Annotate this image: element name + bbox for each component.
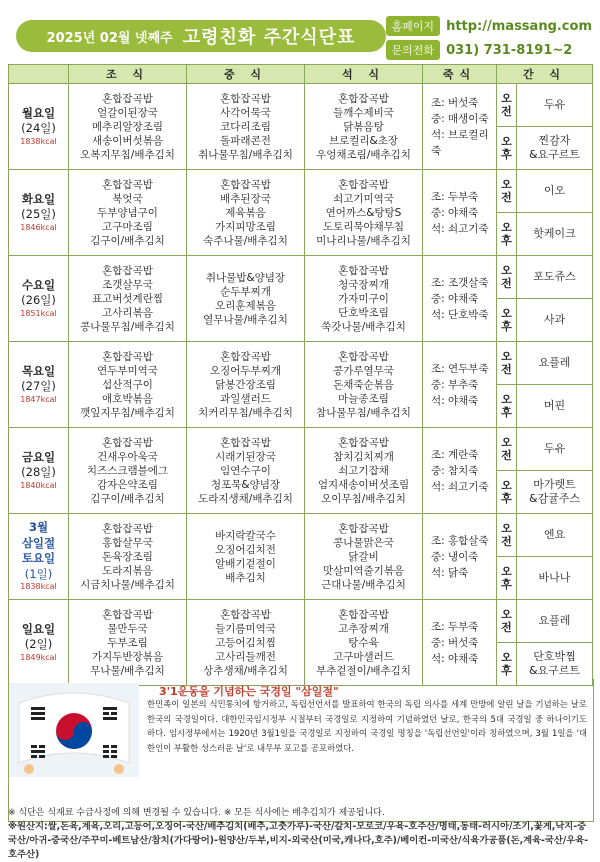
lunch-item: 오징어김치전 [215, 543, 276, 556]
day-kcal: 1840kcal [20, 480, 57, 490]
day-cell [9, 600, 69, 686]
porridge-item: 중: 버섯죽 [431, 636, 479, 649]
dinner-item: 청국장찌개 [338, 278, 389, 291]
snack-am: 두유 [517, 428, 593, 471]
porridge-item: 조: 조갯살죽 [431, 276, 489, 289]
day-name: 3월 삼일절 토요일 [21, 520, 56, 566]
breakfast-item: 건새우아욱국 [97, 450, 158, 463]
porridge-item: 조: 버섯죽 [431, 96, 479, 109]
dinner-item: 콩가루열무국 [333, 364, 394, 377]
lunch-item: 상추생채/배추김치 [203, 664, 288, 677]
dinner-item: 닭볶음탕 [343, 120, 384, 133]
breakfast-item: 치즈스크램블에그 [86, 464, 169, 477]
breakfast-cell [69, 170, 187, 256]
day-row [9, 84, 593, 127]
lunch-cell [187, 600, 305, 686]
day-name: 월요일 [21, 105, 56, 120]
breakfast-item: 얼갈이된장국 [97, 106, 158, 119]
dinner-cell [305, 256, 423, 342]
samiljeol-body: 한민족이 일본의 식민통치에 항거하고, 독립선언서를 발표하여 한국의 독립 의사를 세계 만방에 알린 날을 기념하는 날로 한국의 국경일이다. 대한민국임시정부 시절부터 국경일로 지정하여 기념하였던 날로, 한국의 5대 국경일 중 하나이기도 하다. 임시정부에서는 1920년 3월1일을 국경일로 지정하여 국경일 명칭을 '독립선언일'이라 칭하였으며, 3월 1일을 '대한인이 부활한 성스러운 날'로 내무부 포고를 공포하였다. [147, 699, 587, 753]
day-name: 금요일 [21, 449, 56, 464]
dinner-item: 혼합잡곡밥 [338, 608, 389, 621]
snack-am: 두유 [517, 84, 593, 127]
dinner-item: 참치김치찌개 [333, 450, 394, 463]
phone-tag: 문의전화 [386, 40, 441, 60]
porridge-item: 석: 단호박죽 [431, 308, 489, 321]
dinner-cell [305, 600, 423, 686]
dinner-item: 맛살미역줄기볶음 [322, 564, 405, 577]
porridge-cell [423, 84, 497, 170]
snack-pm: 핫케이크 [517, 213, 593, 256]
lunch-item: 배추된장국 [220, 192, 271, 205]
breakfast-item: 고구마조림 [102, 220, 153, 233]
breakfast-item: 혼합잡곡밥 [102, 436, 153, 449]
snack-am-label: 오 전 [497, 342, 517, 385]
breakfast-item: 감자은약조림 [97, 478, 158, 491]
porridge-cell [423, 342, 497, 428]
snack-pm-label: 오 후 [497, 557, 517, 600]
snack-am: 포도쥬스 [517, 256, 593, 299]
porridge-item: 중: 야채죽 [431, 206, 479, 219]
col-porridge: 죽식 [423, 65, 497, 84]
day-kcal: 1838kcal [20, 582, 57, 592]
lunch-item: 고사리들깨전 [215, 650, 276, 663]
day-kcal: 1851kcal [20, 308, 57, 318]
dinner-item: 혼합잡곡밥 [338, 178, 389, 191]
day-row [9, 514, 593, 557]
col-dinner: 석 식 [305, 65, 423, 84]
porridge-item: 조: 홍합살죽 [431, 534, 489, 547]
porridge-item: 중: 참치죽 [431, 464, 479, 477]
breakfast-item: 혼합잡곡밥 [102, 350, 153, 363]
lunch-item: 도라지생채/배추김치 [198, 492, 293, 505]
lunch-cell [187, 342, 305, 428]
day-kcal: 1849kcal [20, 652, 57, 662]
lunch-item: 임연수구이 [220, 464, 271, 477]
breakfast-item: 혼합잡곡밥 [102, 608, 153, 621]
dinner-item: 혼합잡곡밥 [338, 350, 389, 363]
breakfast-item: 혼합잡곡밥 [102, 92, 153, 105]
breakfast-item: 홍합살무국 [102, 536, 153, 549]
dinner-item: 근대나물/배추김치 [321, 578, 406, 591]
porridge-cell [423, 256, 497, 342]
dinner-item: 참나물무침/배추김치 [316, 406, 411, 419]
breakfast-cell [69, 428, 187, 514]
lunch-item: 취나물밥&양념장 [205, 271, 286, 284]
snack-am-label: 오 전 [497, 84, 517, 127]
lunch-item: 순두부찌개 [220, 285, 271, 298]
porridge-item: 석: 쇠고기죽 [431, 222, 489, 235]
day-number: (26일) [21, 293, 56, 308]
porridge-item: 석: 야채죽 [431, 394, 479, 407]
porridge-item: 중: 야채죽 [431, 292, 479, 305]
lunch-item: 돌파래콘전 [220, 134, 271, 147]
porridge-cell [423, 170, 497, 256]
breakfast-item: 혼합잡곡밥 [102, 522, 153, 535]
day-row [9, 170, 593, 213]
dinner-item: 도토리묵야채무침 [322, 220, 405, 233]
lunch-item: 배추김치 [225, 571, 266, 584]
day-kcal: 1846kcal [20, 222, 57, 232]
snack-pm: 머핀 [517, 385, 593, 428]
snack-am: 요플레 [517, 342, 593, 385]
lunch-item: 사각어묵국 [220, 106, 271, 119]
day-kcal: 1847kcal [20, 394, 57, 404]
snack-am-label: 오 전 [497, 600, 517, 643]
day-cell [9, 256, 69, 342]
lunch-cell [187, 84, 305, 170]
dinner-item: 콩나물맑은국 [333, 536, 394, 549]
dinner-item: 쇠고기잡채 [338, 464, 389, 477]
snack-pm: 마가렛트 &감귤주스 [517, 471, 593, 514]
snack-pm-label: 오 후 [497, 471, 517, 514]
lunch-cell [187, 514, 305, 600]
dinner-item: 들깨수제비국 [333, 106, 394, 119]
lunch-cell [187, 256, 305, 342]
dinner-item: 닭갈비 [348, 550, 379, 563]
lunch-item: 열무나물/배추김치 [203, 313, 288, 326]
breakfast-item: 고사리볶음 [102, 306, 153, 319]
dinner-cell [305, 84, 423, 170]
porridge-item: 석: 닭죽 [431, 566, 469, 579]
porridge-cell [423, 514, 497, 600]
page-title: 고령친화 주간식단표 [182, 27, 356, 48]
dinner-item: 엄지새송이버섯조림 [317, 478, 410, 491]
day-number: (25일) [21, 207, 56, 222]
dinner-item: 연어까스&탕탕S [325, 206, 402, 219]
porridge-cell [423, 428, 497, 514]
dinner-item: 단호박조림 [338, 306, 389, 319]
lunch-item: 바지락칼국수 [215, 529, 276, 542]
porridge-cell [423, 600, 497, 686]
lunch-item: 닭봉간장조림 [215, 378, 276, 391]
day-cell [9, 428, 69, 514]
dinner-item: 혼합잡곡밥 [338, 522, 389, 535]
snack-pm: 사과 [517, 299, 593, 342]
breakfast-item: 섭산적구이 [102, 378, 153, 391]
snack-pm-label: 오 후 [497, 127, 517, 170]
snack-am-label: 오 전 [497, 170, 517, 213]
breakfast-item: 시금치나물/배추김치 [80, 578, 175, 591]
day-row [9, 428, 593, 471]
breakfast-item: 새송이버섯볶음 [91, 134, 163, 147]
lunch-item: 오리훈제볶음 [215, 299, 276, 312]
phone-number: 031) 731-8191~2 [446, 42, 573, 58]
porridge-item: 조: 연두부죽 [431, 362, 489, 375]
lunch-item: 가지피망조림 [215, 220, 276, 233]
breakfast-item: 연두부미역국 [97, 364, 158, 377]
porridge-item: 조: 두부죽 [431, 620, 479, 633]
breakfast-item: 혼합잡곡밥 [102, 178, 153, 191]
day-row [9, 600, 593, 643]
breakfast-item: 콩나물무침/배추김치 [80, 320, 175, 333]
col-snack: 간 식 [497, 65, 593, 84]
dinner-item: 돈채죽순볶음 [333, 378, 394, 391]
day-number: (28일) [21, 465, 56, 480]
lunch-item: 고등어김치찜 [215, 636, 276, 649]
origin-notice: ※원산지:쌀,돈육,계육,오리,고등어,오징어-국산/배추김치(배추,고춧가루)-국산/갈치-모로코/우육-호주산/명태,동태-러시아/조기,꽃게,낙지-중국산/아귀-중국산/주꾸미-베트남산/참치(가다랑어)-원양산/두부,비지-외국산(미국,캐나다,호주)/베이컨-미국산/식육가공품(돈,계육-국산/우육-호주산) [8, 821, 589, 860]
porridge-item: 중: 부추죽 [431, 378, 479, 391]
snack-am-label: 오 전 [497, 514, 517, 557]
breakfast-item: 깻잎지무침/배추김치 [80, 406, 175, 419]
breakfast-cell [69, 514, 187, 600]
lunch-item: 취나물무침/배추김치 [198, 148, 293, 161]
day-number: (2일) [24, 637, 53, 652]
dinner-cell [305, 342, 423, 428]
day-kcal: 1838kcal [20, 136, 57, 146]
breakfast-item: 물만두국 [107, 622, 148, 635]
header [8, 6, 592, 60]
dinner-cell [305, 514, 423, 600]
snack-am: 요플레 [517, 600, 593, 643]
contact-info [386, 16, 592, 64]
dinner-item: 부추겉절이/배추김치 [316, 664, 411, 677]
snack-am-label: 오 전 [497, 428, 517, 471]
day-cell [9, 342, 69, 428]
breakfast-item: 두부조림 [107, 636, 148, 649]
dinner-item: 가자미구이 [338, 292, 389, 305]
samiljeol-info [8, 679, 594, 822]
breakfast-cell [69, 342, 187, 428]
breakfast-cell [69, 84, 187, 170]
title-banner [16, 20, 386, 52]
lunch-item: 코다리조림 [220, 120, 271, 133]
day-number: (27일) [21, 379, 56, 394]
porridge-item: 석: 브로컬리죽 [431, 128, 489, 157]
snack-pm-label: 오 후 [497, 299, 517, 342]
breakfast-item: 김구이/배추김치 [90, 492, 165, 505]
dinner-item: 혼합잡곡밥 [338, 436, 389, 449]
day-name: 일요일 [21, 621, 56, 636]
breakfast-item: 혼합잡곡밥 [102, 264, 153, 277]
breakfast-item: 애호박볶음 [102, 392, 153, 405]
lunch-item: 혼합잡곡밥 [220, 178, 271, 191]
lunch-item: 제육볶음 [225, 206, 266, 219]
samiljeol-headline: 3'1운동을 기념하는 국경일 "삼일절" [159, 685, 339, 698]
dinner-item: 혼합잡곡밥 [338, 264, 389, 277]
lunch-cell [187, 428, 305, 514]
dinner-item: 혼합잡곡밥 [338, 92, 389, 105]
porridge-item: 조: 두부죽 [431, 190, 479, 203]
snack-am-label: 오 전 [497, 256, 517, 299]
lunch-cell [187, 170, 305, 256]
dinner-item: 쇠고기미역국 [333, 192, 394, 205]
lunch-item: 혼합잡곡밥 [220, 436, 271, 449]
breakfast-cell [69, 600, 187, 686]
lunch-item: 혼합잡곡밥 [220, 608, 271, 621]
porridge-item: 조: 계란죽 [431, 448, 479, 461]
breakfast-item: 무나물/배추김치 [90, 664, 165, 677]
taegukgi-illustration [9, 683, 139, 777]
breakfast-cell [69, 256, 187, 342]
breakfast-item: 두부양념구이 [97, 206, 158, 219]
breakfast-item: 조갯살무국 [102, 278, 153, 291]
day-row [9, 342, 593, 385]
dinner-cell [305, 170, 423, 256]
porridge-item: 중: 매생이죽 [431, 112, 489, 125]
dinner-item: 브로컬리&초장 [328, 134, 399, 147]
porridge-item: 석: 야채죽 [431, 652, 479, 665]
lunch-item: 청포묵&양념장 [210, 478, 281, 491]
breakfast-item: 돈육장조림 [102, 550, 153, 563]
breakfast-item: 김구이/배추김치 [90, 234, 165, 247]
dinner-item: 미나리나물/배추김치 [316, 234, 411, 247]
corner-header [9, 65, 69, 84]
lunch-item: 치커리무침/배추김치 [198, 406, 293, 419]
day-name: 수요일 [21, 277, 56, 292]
dinner-item: 마늘종조림 [338, 392, 389, 405]
snack-am: 이오 [517, 170, 593, 213]
lunch-item: 숙주나물/배추김치 [203, 234, 288, 247]
day-name: 화요일 [21, 191, 56, 206]
snack-pm: 찐감자 &요구르트 [517, 127, 593, 170]
snack-pm-label: 오 후 [497, 213, 517, 256]
breakfast-item: 표고버섯계란찜 [91, 292, 163, 305]
dinner-item: 고구마샐러드 [333, 650, 394, 663]
menu-table [8, 64, 593, 686]
breakfast-item: 가지두반장볶음 [91, 650, 163, 663]
snack-pm-label: 오 후 [497, 643, 517, 686]
lunch-item: 알배기겉절이 [215, 557, 276, 570]
dinner-cell [305, 428, 423, 514]
day-number: (24일) [21, 121, 56, 136]
dinner-item: 오이무침/배추김치 [321, 492, 406, 505]
lunch-item: 시래기된장국 [215, 450, 276, 463]
snack-pm-label: 오 후 [497, 385, 517, 428]
lunch-item: 들기름미역국 [215, 622, 276, 635]
breakfast-item: 도라지볶음 [102, 564, 153, 577]
snack-pm: 바나나 [517, 557, 593, 600]
week-date: 2025년 02월 넷째주 [46, 30, 173, 46]
day-cell [9, 170, 69, 256]
dinner-item: 우엉채조림/배추김치 [316, 148, 411, 161]
porridge-item: 석: 쇠고기죽 [431, 480, 489, 493]
lunch-item: 혼합잡곡밥 [220, 92, 271, 105]
lunch-item: 혼합잡곡밥 [220, 350, 271, 363]
homepage-link[interactable]: http://massang.com [446, 18, 592, 34]
porridge-item: 중: 냉이죽 [431, 550, 479, 563]
dinner-item: 탕수육 [348, 636, 379, 649]
day-row [9, 256, 593, 299]
snack-pm: 단호박찜 &요구르트 [517, 643, 593, 686]
lunch-item: 과일샐러드 [220, 392, 271, 405]
day-number: (1일) [24, 566, 53, 581]
day-cell [9, 514, 69, 600]
snack-am: 엔요 [517, 514, 593, 557]
menu-footnote: ※ 식단은 식재료 수급사정에 의해 변경될 수 있습니다. ※ 모든 식사에는 배추김치가 제공됩니다. [8, 808, 385, 818]
col-lunch: 중 식 [187, 65, 305, 84]
breakfast-item: 북엇국 [112, 192, 143, 205]
homepage-tag: 홈페이지 [386, 16, 441, 36]
lunch-item: 오징어두부찌개 [209, 364, 281, 377]
breakfast-item: 메추리알장조림 [91, 120, 163, 133]
day-cell [9, 84, 69, 170]
day-name: 목요일 [21, 363, 56, 378]
dinner-item: 쑥갓나물/배추김치 [321, 320, 406, 333]
col-breakfast: 조 식 [69, 65, 187, 84]
dinner-item: 고추장찌개 [338, 622, 389, 635]
breakfast-item: 오복지무침/배추김치 [80, 148, 175, 161]
